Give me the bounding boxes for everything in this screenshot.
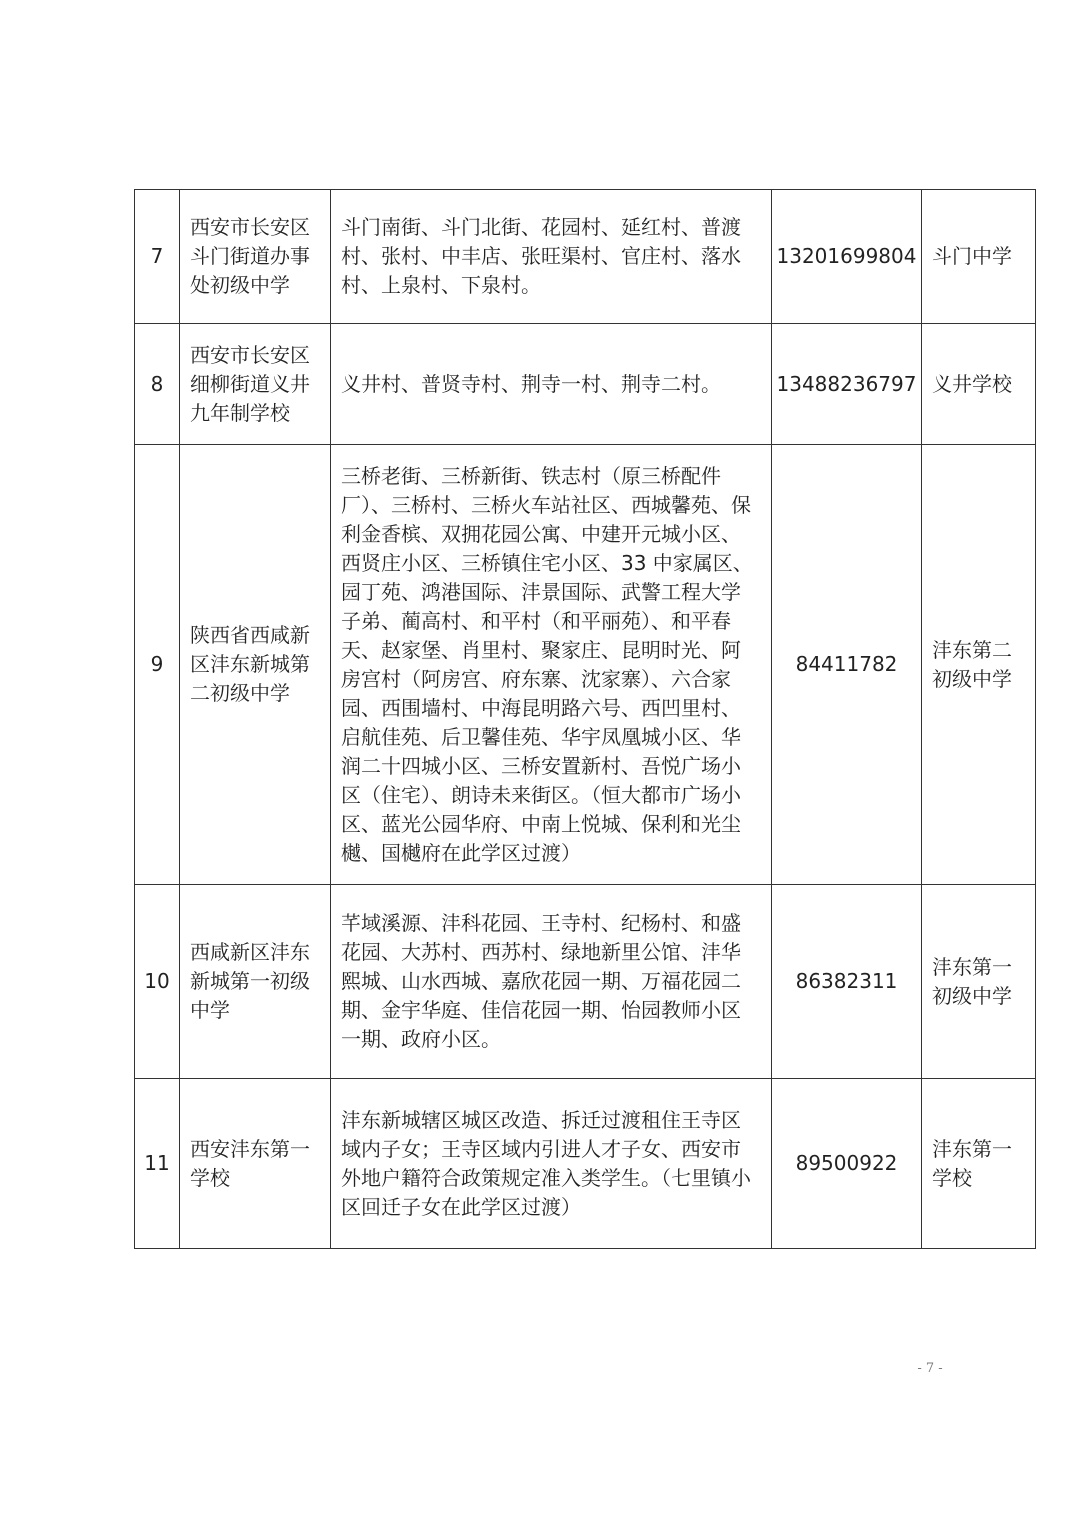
school-name: 西安市长安区细柳街道义井九年制学校 — [180, 324, 331, 445]
enrollment-range: 芊域溪源、沣科花园、王寺村、纪杨村、和盛花园、大苏村、西苏村、绿地新里公馆、沣华熙城、山水西城、嘉欣花园一期、万福花园二期、金宇华庭、佳信花园一期、怡园教师小区一期、政府小区。 — [331, 885, 772, 1079]
enrollment-site: 沣东第二初级中学 — [922, 445, 1036, 885]
table-row — [135, 445, 1036, 885]
contact-phone: 89500922 — [772, 1079, 922, 1249]
row-number: 9 — [135, 445, 180, 885]
contact-phone: 13201699804 — [772, 190, 922, 324]
page-number: - 7 - — [917, 1361, 943, 1376]
table-row — [135, 324, 1036, 445]
enrollment-site: 斗门中学 — [922, 190, 1036, 324]
enrollment-range: 斗门南街、斗门北街、花园村、延红村、普渡村、张村、中丰店、张旺渠村、官庄村、落水村、上泉村、下泉村。 — [331, 190, 772, 324]
row-number: 7 — [135, 190, 180, 324]
school-name: 西咸新区沣东新城第一初级中学 — [180, 885, 331, 1079]
row-number: 8 — [135, 324, 180, 445]
contact-phone: 84411782 — [772, 445, 922, 885]
enrollment-range: 沣东新城辖区城区改造、拆迁过渡租住王寺区域内子女；王寺区域内引进人才子女、西安市外地户籍符合政策规定准入类学生。（七里镇小区回迁子女在此学区过渡） — [331, 1079, 772, 1249]
school-name: 西安沣东第一学校 — [180, 1079, 331, 1249]
school-name: 陕西省西咸新区沣东新城第二初级中学 — [180, 445, 331, 885]
table-row — [135, 885, 1036, 1079]
school-name: 西安市长安区斗门街道办事处初级中学 — [180, 190, 331, 324]
contact-phone: 13488236797 — [772, 324, 922, 445]
row-number: 11 — [135, 1079, 180, 1249]
row-number: 10 — [135, 885, 180, 1079]
school-district-table — [134, 189, 1036, 1249]
enrollment-range: 三桥老街、三桥新街、铁志村（原三桥配件厂）、三桥村、三桥火车站社区、西城馨苑、保利金香槟、双拥花园公寓、中建开元城小区、西贤庄小区、三桥镇住宅小区、33 中家属区、园丁苑、鸿港国际、沣景国际、武警工程大学子弟、蔺高村、和平村（和平丽苑）、和平春天、赵家堡、肖里村、聚家庄、昆明时光、阿房宫村（阿房宫、府东寨、沈家寨）、六合家园、西围墙村、中海昆明路六号、西凹里村、启航佳苑、后卫馨佳苑、华宇凤凰城小区、华润二十四城小区、三桥安置新村、吾悦广场小区（住宅）、朗诗未来街区。（恒大都市广场小区、蓝光公园华府、中南上悦城、保利和光尘樾、国樾府在此学区过渡） — [331, 445, 772, 885]
enrollment-site: 沣东第一学校 — [922, 1079, 1036, 1249]
enrollment-range: 义井村、普贤寺村、荆寺一村、荆寺二村。 — [331, 324, 772, 445]
enrollment-site: 沣东第一初级中学 — [922, 885, 1036, 1079]
table-row — [135, 190, 1036, 324]
contact-phone: 86382311 — [772, 885, 922, 1079]
enrollment-site: 义井学校 — [922, 324, 1036, 445]
table-row — [135, 1079, 1036, 1249]
